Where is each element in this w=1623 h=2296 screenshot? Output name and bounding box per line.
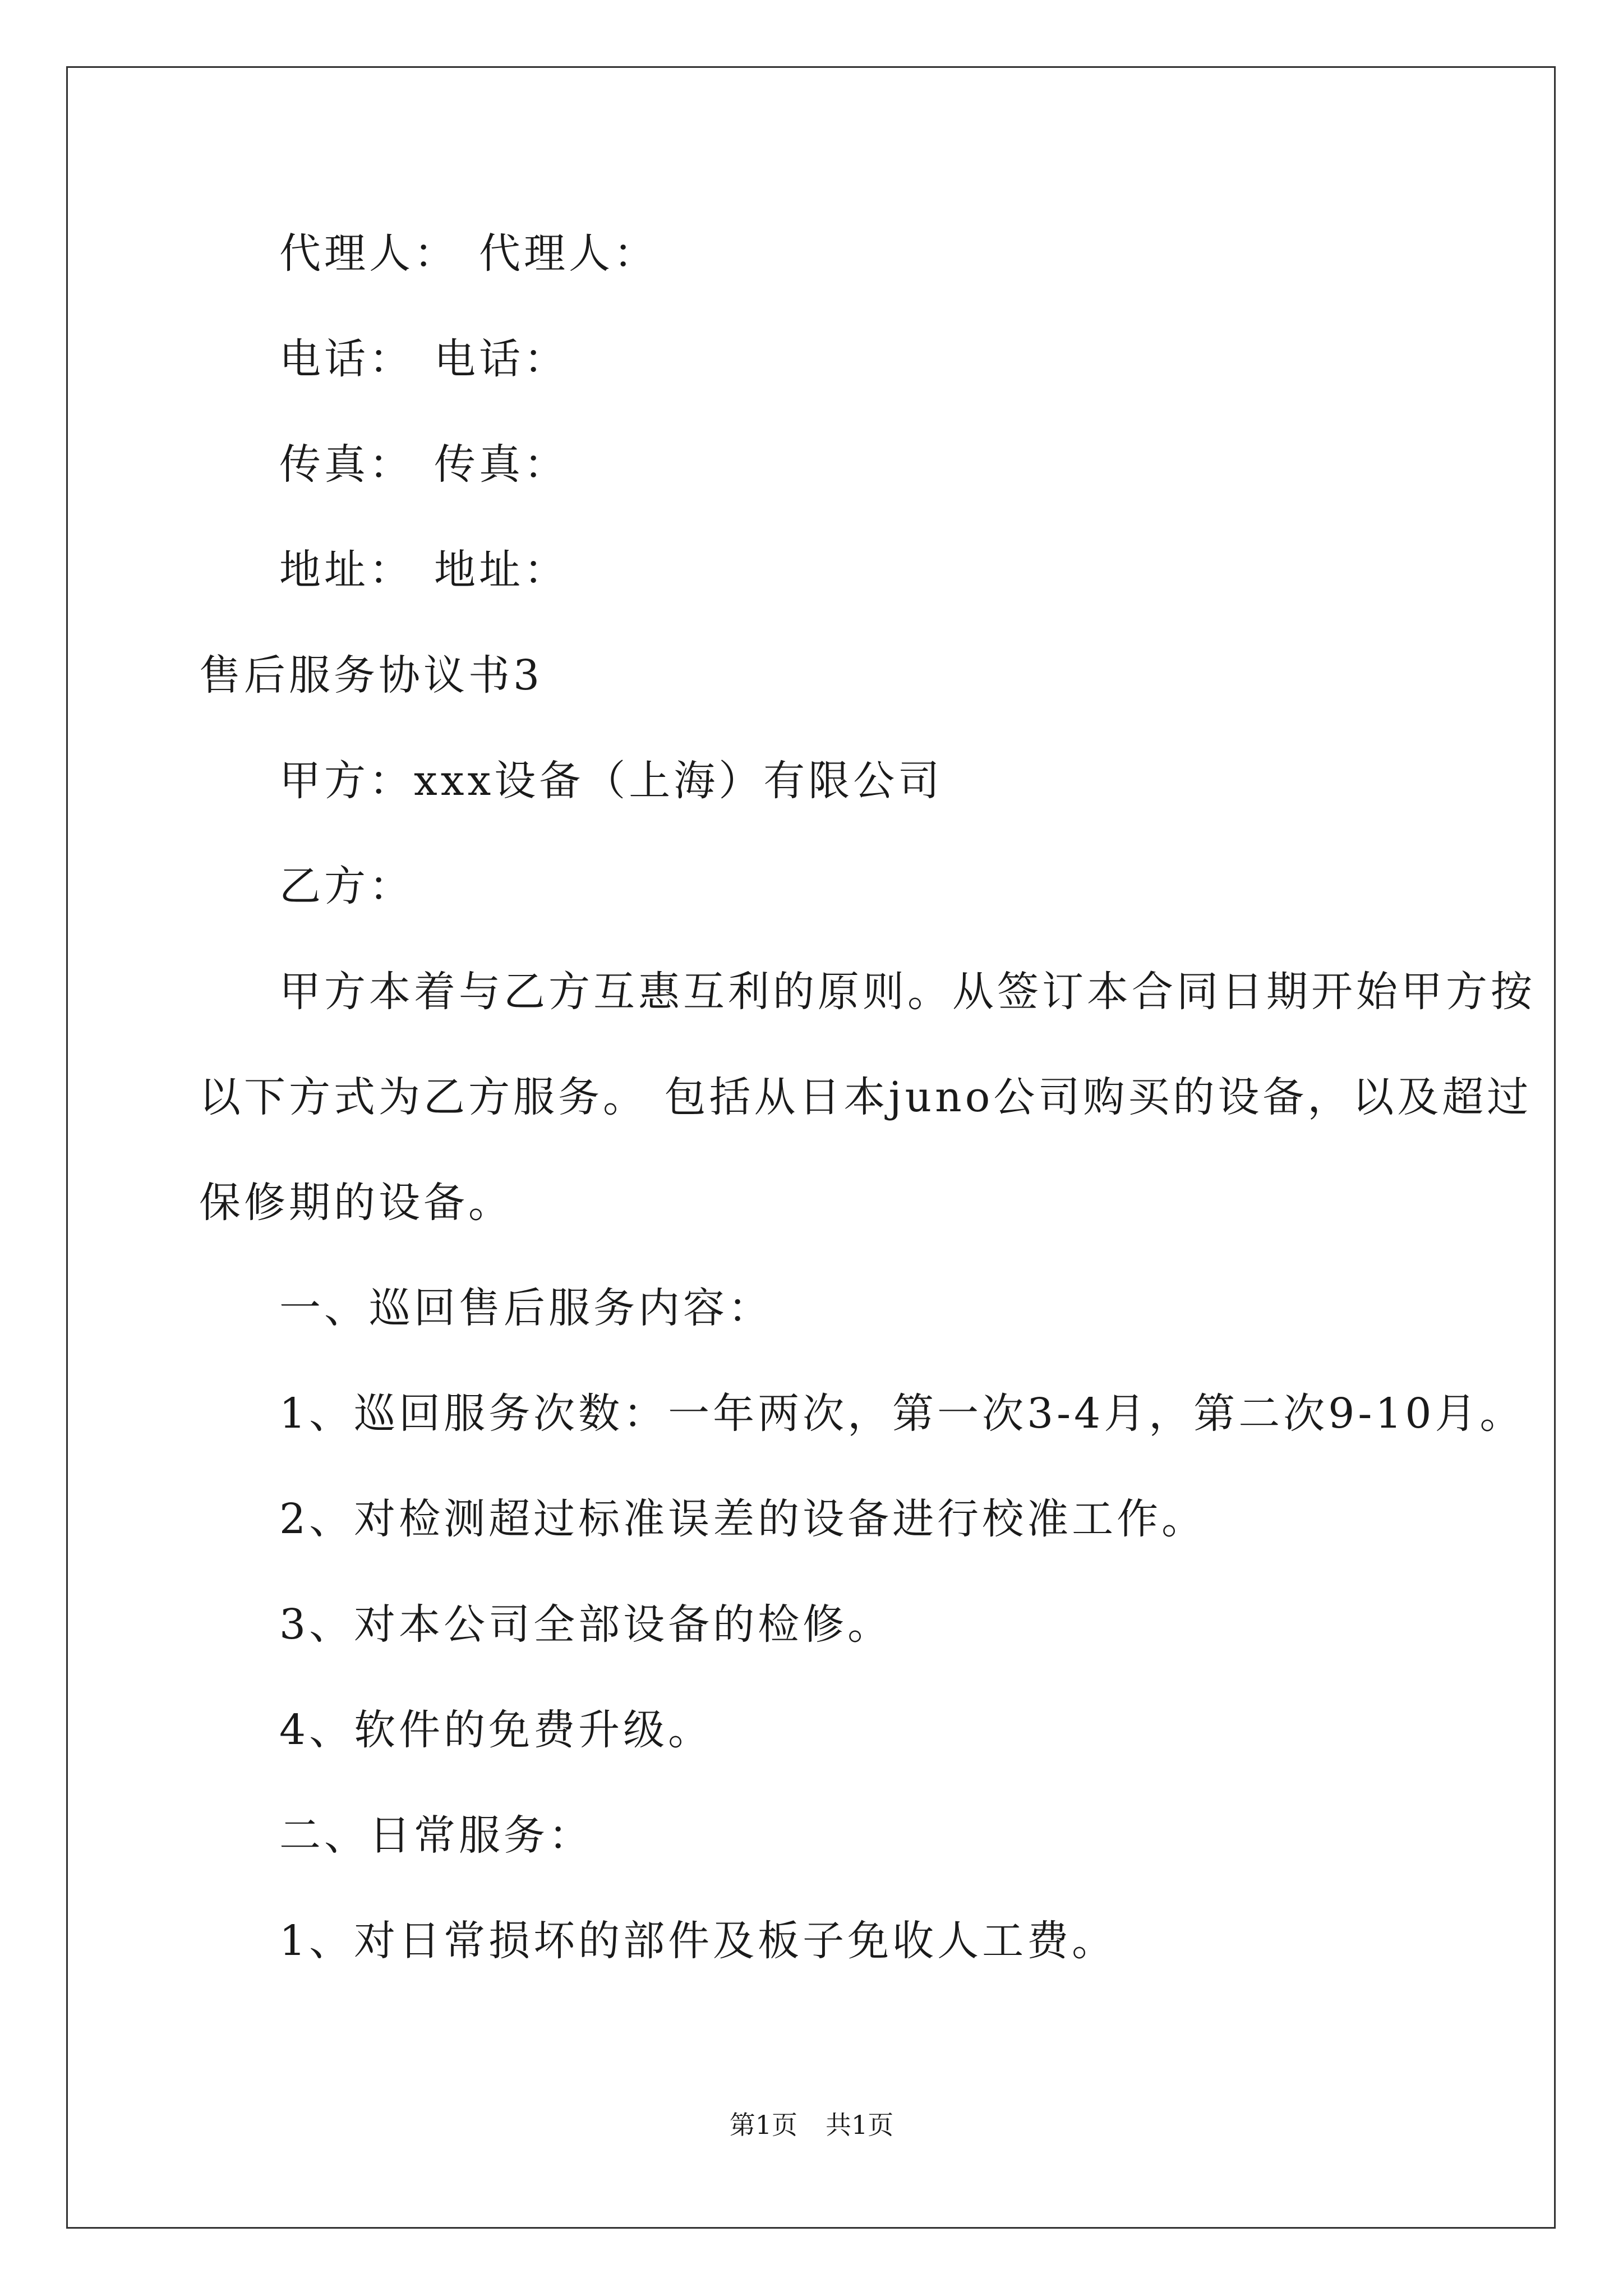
fax-row [279, 436, 569, 493]
section1-heading: 一、巡回售后服务内容： [279, 1284, 773, 1332]
section1-item: 2、对检测超过标准误差的设备进行校准工作。 [279, 1495, 1207, 1543]
section1-item: 3、对本公司全部设备的检修。 [279, 1600, 893, 1649]
agent-label-right: 代理人： [479, 229, 658, 278]
address-label-right: 地址： [434, 546, 569, 594]
fax-label-right: 传真： [434, 440, 569, 489]
intro-line-3: 保修期的设备。 [199, 1179, 513, 1227]
phone-label-right: 电话： [434, 335, 569, 383]
phone-label-left: 电话： [279, 335, 414, 383]
page-frame [66, 66, 1556, 2229]
page-footer [0, 2108, 1623, 2142]
phone-row [279, 331, 569, 387]
section1-item: 1、巡回服务次数：一年两次，第一次3-4月，第二次9-10月。 [279, 1389, 1525, 1438]
agent-row [279, 226, 658, 282]
section2-item: 1、对日常损坏的部件及板子免收人工费。 [279, 1917, 1117, 1965]
intro-line-1: 甲方本着与乙方互惠互利的原则。从签订本合同日期开始甲方按 [279, 968, 1536, 1016]
agent-label-left: 代理人： [279, 229, 459, 278]
section-title: 售后服务协议书3 [199, 651, 543, 700]
section1-item: 4、软件的免费升级。 [279, 1706, 713, 1754]
page-total: 共1页 [826, 2110, 894, 2140]
intro-line-2: 以下方式为乙方服务。 包括从日本juno公司购买的设备，以及超过 [199, 1073, 1532, 1121]
section2-heading: 二、日常服务： [279, 1811, 593, 1860]
fax-label-left: 传真： [279, 440, 414, 489]
address-row [279, 542, 569, 598]
party-b: 乙方： [279, 862, 414, 910]
party-a: 甲方：xxx设备（上海）有限公司 [279, 757, 943, 805]
page-number: 第1页 [729, 2110, 797, 2140]
address-label-left: 地址： [279, 546, 414, 594]
